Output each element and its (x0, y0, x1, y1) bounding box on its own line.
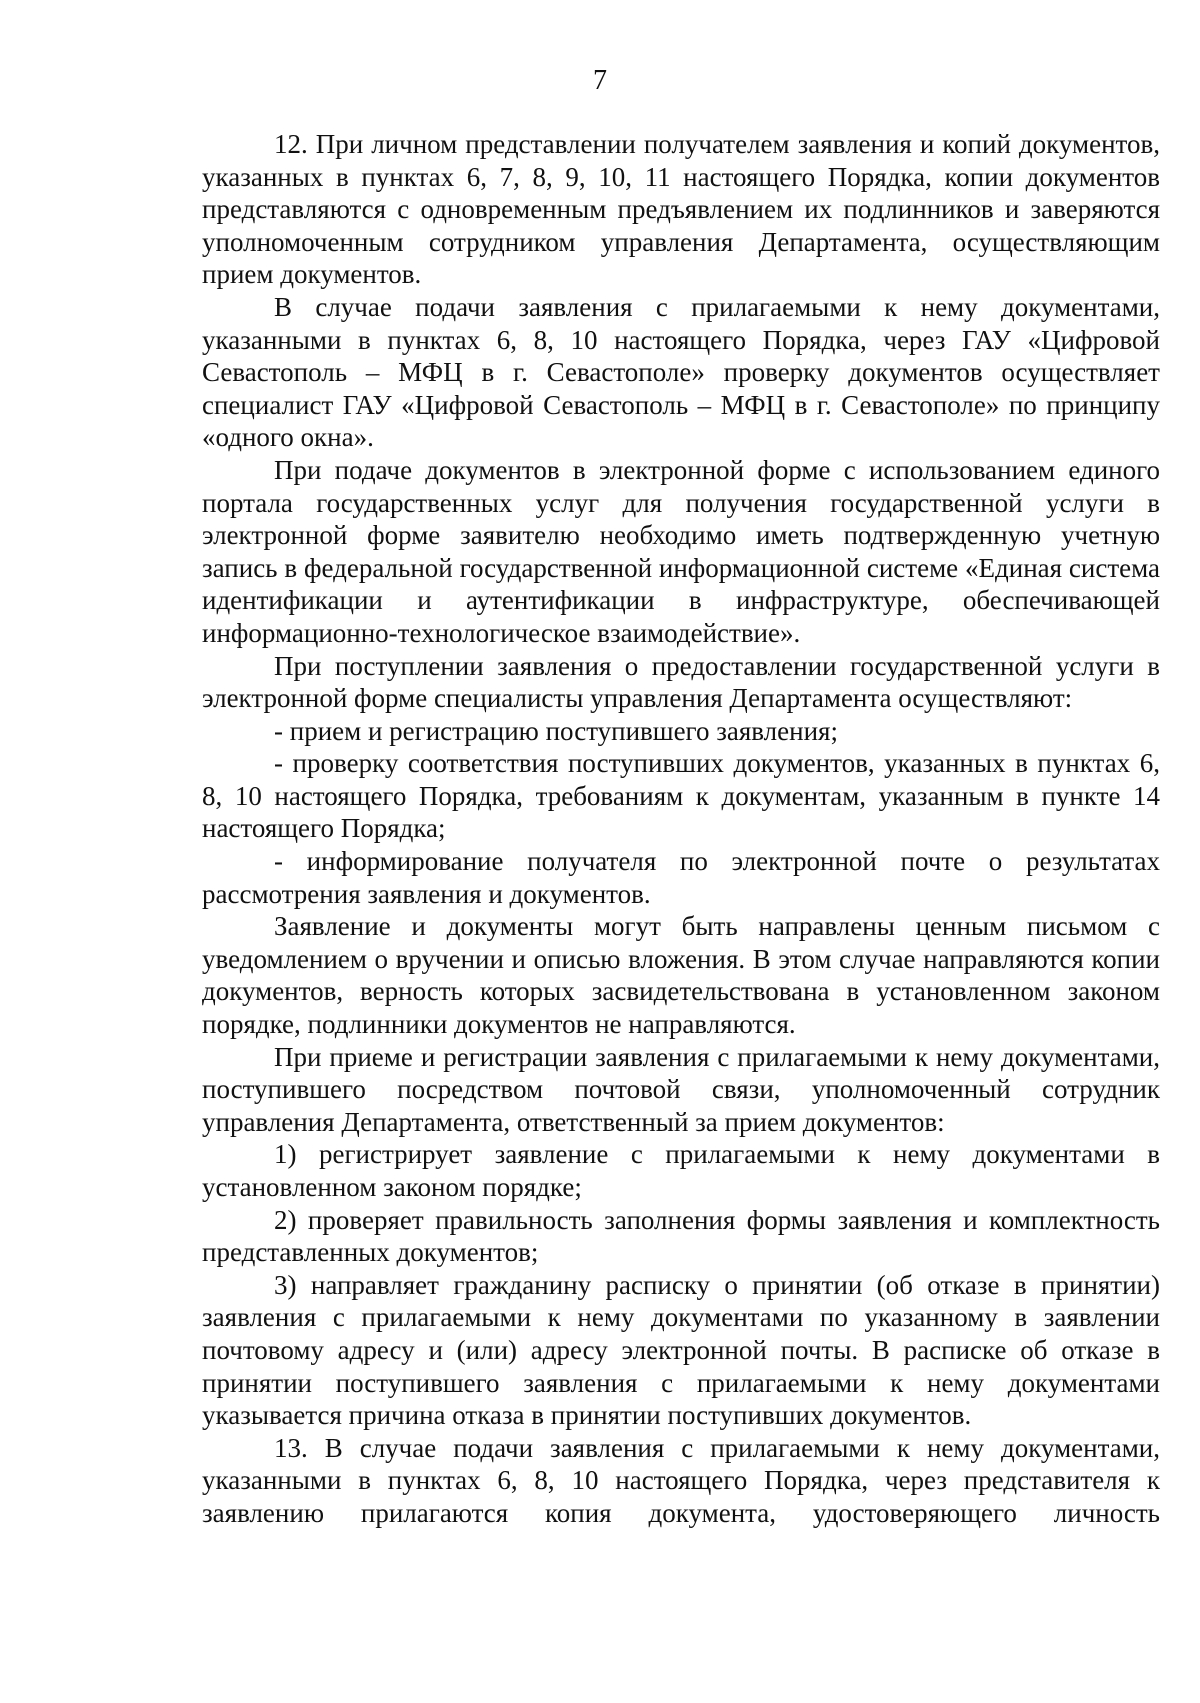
list-item-notification: - информирование получателя по электронной почте о результатах рассмотрения заявления и документов. (202, 846, 1160, 909)
paragraph-postal-submission: Заявление и документы могут быть направлены ценным письмом с уведомлением о вручении и описью вложения. В этом случае направляются копии документов, верность которых засвидетельствована в установленном законом порядке, подлинники документов не направляются. (202, 911, 1160, 1040)
list-item-verification: - проверку соответствия поступивших документов, указанных в пунктах 6, 8, 10 настоящего Порядка, требованиям к документам, указанным в пункте 14 настоящего Порядка; (202, 748, 1160, 844)
paragraph-electronic-submission: При подаче документов в электронной форме с использованием единого портала государственных услуг для получения государственной услуги в электронной форме заявителю необходимо иметь подтвержденную учетную запись в федеральной государственной информационной системе «Единая система идентификации и аутентификации в инфраструктуре, обеспечивающей информационно-технологическое взаимодействие». (202, 454, 1160, 648)
paragraph-13-representative: 13. В случае подачи заявления с прилагаемыми к нему документами, указанными в пунктах 6, 8, 10 настоящего Порядка, через представителя к заявлению прилагаются копия документа, удостоверяющего личность (202, 1432, 1160, 1528)
paragraph-electronic-processing: При поступлении заявления о предоставлении государственной услуги в электронной форме специалисты управления Департамента осуществляют: (202, 650, 1160, 714)
document-body (202, 128, 1160, 1530)
list-item-1-register: 1) регистрирует заявление с прилагаемыми к нему документами в установленном законом порядке; (202, 1139, 1160, 1202)
list-item-registration: - прием и регистрацию поступившего заявления; (274, 715, 838, 746)
paragraph-mfc-submission: В случае подачи заявления с прилагаемыми к нему документами, указанными в пунктах 6, 8, 10 настоящего Порядка, через ГАУ «Цифровой Севастополь – МФЦ в г. Севастополе» проверку документов осуществляет специалист ГАУ «Цифровой Севастополь – МФЦ в г. Севастополе» по принципу «одного окна». (202, 291, 1160, 453)
page-number: 7 (593, 65, 607, 96)
paragraph-12-personal-submission: 12. При личном представлении получателем заявления и копий документов, указанных в пунктах 6, 7, 8, 9, 10, 11 настоящего Порядка, копии документов представляются с одновременным предъявлением их подлинников и заверяются уполномоченным сотрудником управления Департамента, осуществляющим прием документов. (202, 129, 1160, 290)
list-item-3-receipt: 3) направляет гражданину расписку о принятии (об отказе в принятии) заявления с прилагаемыми к нему документами по указанному в заявлении почтовому адресу и (или) адресу электронной почты. В расписке об отказе в принятии поступившего заявления с прилагаемыми к нему документами указывается причина отказа в принятии поступивших документов. (202, 1269, 1160, 1431)
list-item-2-check: 2) проверяет правильность заполнения формы заявления и комплектность представленных документов; (202, 1204, 1160, 1268)
paragraph-postal-processing: При приеме и регистрации заявления с прилагаемыми к нему документами, поступившего посредством почтовой связи, уполномоченный сотрудник управления Департамента, ответственный за прием документов: (202, 1041, 1160, 1137)
